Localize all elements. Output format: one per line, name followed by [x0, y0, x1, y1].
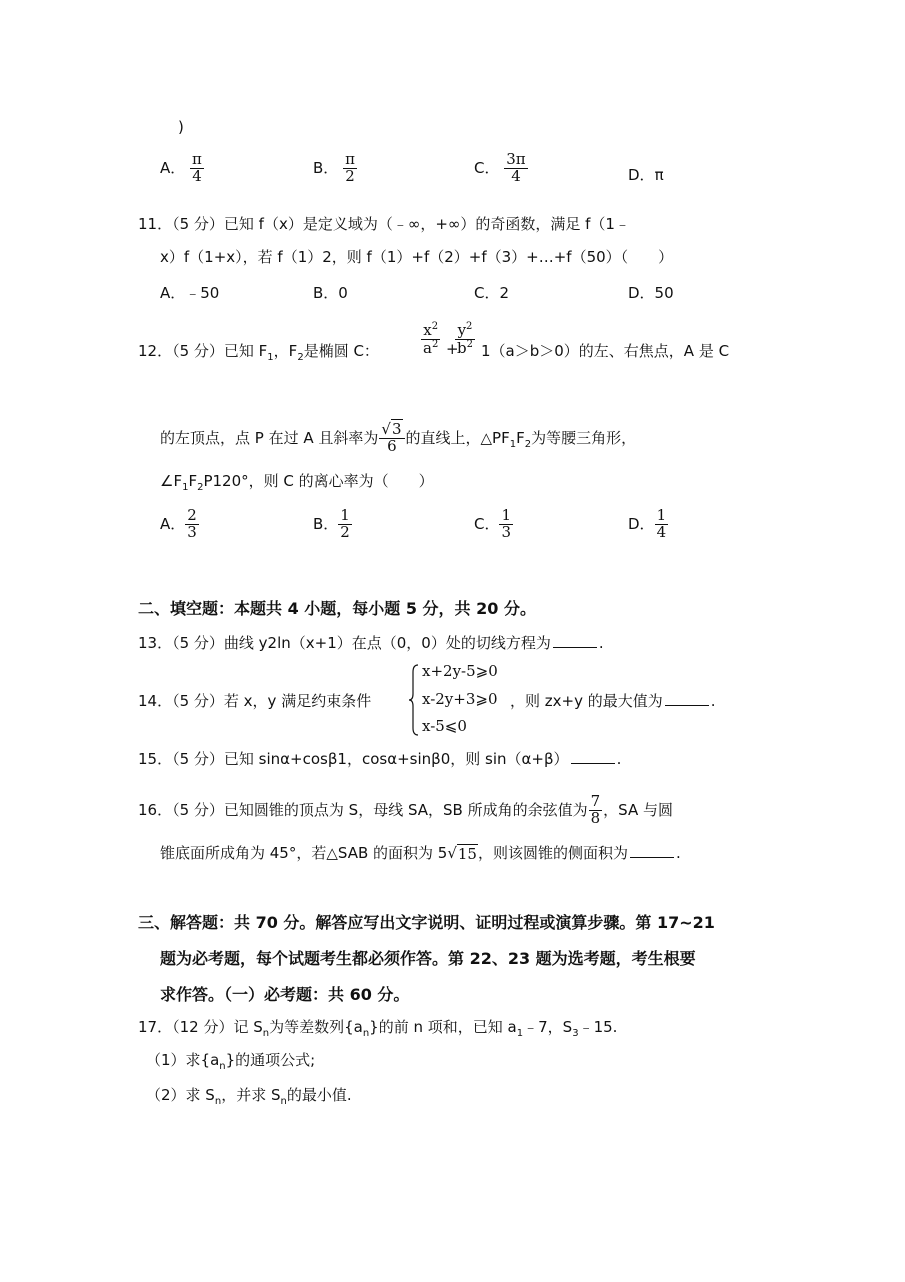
q11-option-b[interactable]: B．0	[313, 284, 348, 302]
q12-plus: +	[446, 340, 459, 358]
section3-heading-line3: 求作答。（一）必考题：共 60 分。	[160, 985, 410, 1004]
q14-prefix: 14．（5 分）若 x，y 满足约束条件	[138, 692, 372, 710]
answer-blank	[630, 857, 674, 858]
q10-option-d[interactable]: D．π	[628, 166, 664, 184]
q14-constraint-2: x-2y+3⩾0	[422, 690, 498, 708]
q14-constraint-1: x+2y-5⩾0	[422, 662, 498, 680]
q13: 13．（5 分）曲线 y2ln（x+1）在点（0，0）处的切线方程为 .	[138, 634, 604, 652]
section3-heading-line2: 题为必考题，每个试题考生都必须作答。第 22、23 题为选考题，考生根要	[160, 949, 696, 968]
answer-blank	[553, 647, 597, 648]
answer-blank	[571, 763, 615, 764]
q12-line3: $\angle F_1F_2P120^\circ$，则 C 的离心率为（ ）	[160, 472, 434, 493]
fraction: $\frac{√3}{6}$	[379, 422, 404, 455]
q15: 15．（5 分）已知 sinα+cosβ1，cosα+sinβ0，则 sin（α+β） .	[138, 750, 622, 768]
fraction: $\frac{7}{8}$	[590, 792, 601, 827]
fraction: $\frac{\pi}{4}$	[192, 150, 202, 185]
section2-heading: 二、填空题：本题共 4 小题，每小题 5 分，共 20 分。	[138, 599, 536, 618]
q17-part2: （2）求 $S_n$，并求 $S_n$的最小值.	[146, 1086, 352, 1107]
q16-line2: 锥底面所成角为 45°，若△SAB 的面积为 5√15，则该圆锥的侧面积为 .	[160, 844, 681, 863]
q11-line2: x）f（1+x），若 f（1）2，则 f（1）+f（2）+f（3）+…+f（50）（ ）	[160, 248, 674, 266]
q14-constraint-3: x-5⩽0	[422, 717, 467, 735]
q10-option-c[interactable]: C． $\frac{3\pi}{4}$	[474, 150, 526, 185]
q14-suffix: ，则 zx+y 的最大值为 .	[510, 692, 716, 710]
q10-option-a[interactable]: A． $\frac{\pi}{4}$	[160, 150, 202, 185]
q16-line1: 16．（5 分）已知圆锥的顶点为 S，母线 SA，SB 所成角的余弦值为 $\frac{7}{8}$ ，SA 与圆	[138, 792, 673, 827]
q10-option-b[interactable]: B． $\frac{\pi}{2}$	[313, 150, 355, 185]
q10-paren: )	[178, 118, 184, 136]
q12-ellipse-x-fraction: $\frac{x^2}{a^2}$	[423, 321, 439, 357]
answer-blank	[665, 705, 709, 706]
fraction: $\frac{3\pi}{4}$	[506, 150, 526, 185]
q11-option-a[interactable]: A．﹣50	[160, 284, 220, 302]
q12-line1-suffix: 1（a＞b＞0）的左、右焦点，A 是 C	[481, 342, 730, 360]
fraction: $\frac{\pi}{2}$	[345, 150, 355, 185]
q11-option-d[interactable]: D．50	[628, 284, 674, 302]
q11-line1: 11．（5 分）已知 f（x）是定义域为（﹣∞，+∞）的奇函数，满足 f（1﹣	[138, 215, 630, 233]
q12-option-c[interactable]: C． $\frac{1}{3}$	[474, 506, 512, 541]
q12-ellipse-y-fraction: $\frac{y^2}{b^2}$	[457, 321, 473, 357]
q17-stem: 17．（12 分）记 $S_n$为等差数列$\{a_n\}$的前 n 项和，已知 $a_1﹣7$，$S_3﹣15$.	[138, 1018, 618, 1039]
q12-option-d[interactable]: D． $\frac{1}{4}$	[628, 506, 667, 541]
q12-line1: 12．（5 分）已知 $F_1$，$F_2$是椭圆 C：	[138, 342, 379, 363]
section3-heading-line1: 三、解答题：共 70 分。解答应写出文字说明、证明过程或演算步骤。第 17~21	[138, 913, 715, 932]
q12-option-b[interactable]: B． $\frac{1}{2}$	[313, 506, 350, 541]
q12-option-a[interactable]: A． $\frac{2}{3}$	[160, 506, 197, 541]
q17-part1: （1）求$\{a_n\}$的通项公式;	[146, 1051, 316, 1072]
q11-option-c[interactable]: C．2	[474, 284, 510, 302]
brace-icon	[409, 664, 419, 736]
q12-line2: 的左顶点，点 P 在过 A 且斜率为 $\frac{√3}{6}$ 的直线上，$\triangle PF_1F_2$为等腰三角形，	[160, 420, 637, 455]
